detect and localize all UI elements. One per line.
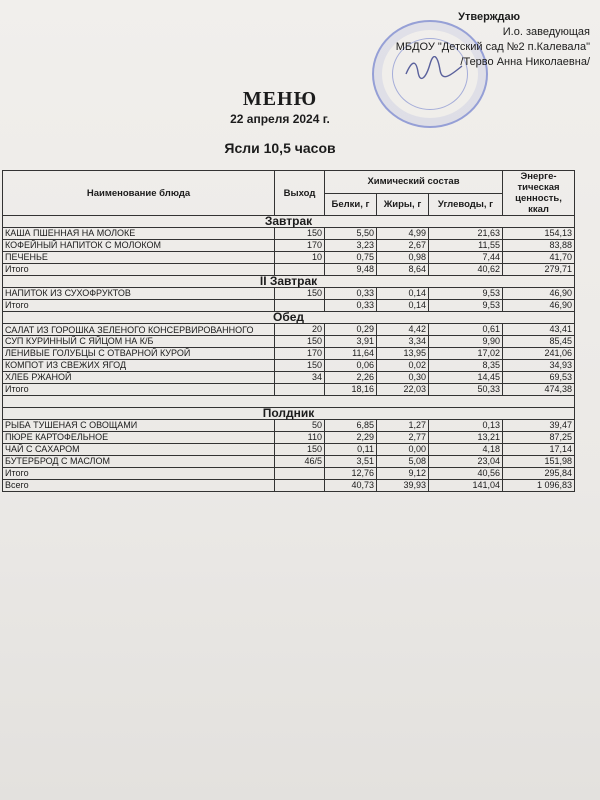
dish-fat: 39,93 xyxy=(377,480,429,492)
dish-name: БУТЕРБРОД С МАСЛОМ xyxy=(3,456,275,468)
dish-fat: 5,08 xyxy=(377,456,429,468)
dish-energy: 46,90 xyxy=(503,300,575,312)
dish-name: Итого xyxy=(3,468,275,480)
dish-protein: 18,16 xyxy=(325,384,377,396)
approval-name: /Терво Анна Николаевна/ xyxy=(460,56,590,68)
page-title: МЕНЮ xyxy=(242,88,318,110)
dish-fat: 0,98 xyxy=(377,252,429,264)
dish-yield: 46/5 xyxy=(275,456,325,468)
dish-energy: 43,41 xyxy=(503,324,575,336)
dish-energy: 17,14 xyxy=(503,444,575,456)
dish-fat: 13,95 xyxy=(377,348,429,360)
dish-protein: 0,33 xyxy=(325,300,377,312)
table-row xyxy=(3,336,575,348)
dish-name: Итого xyxy=(3,384,275,396)
dish-protein: 11,64 xyxy=(325,348,377,360)
dish-fat: 0,14 xyxy=(377,300,429,312)
dish-name: ПЕЧЕНЬЕ xyxy=(3,252,275,264)
menu-table xyxy=(2,170,575,492)
dish-carbs: 0,61 xyxy=(429,324,503,336)
table-row xyxy=(3,444,575,456)
dish-protein: 0,33 xyxy=(325,288,377,300)
dish-energy: 41,70 xyxy=(503,252,575,264)
dish-protein: 0,11 xyxy=(325,444,377,456)
dish-protein: 0,75 xyxy=(325,252,377,264)
dish-energy: 151,98 xyxy=(503,456,575,468)
dish-protein: 12,76 xyxy=(325,468,377,480)
dish-yield xyxy=(275,480,325,492)
dish-carbs: 14,45 xyxy=(429,372,503,384)
dish-carbs: 50,33 xyxy=(429,384,503,396)
col-chem-header: Химический состав xyxy=(325,171,503,194)
dish-energy: 87,25 xyxy=(503,432,575,444)
dish-name: САЛАТ ИЗ ГОРОШКА ЗЕЛЕНОГО КОНСЕРВИРОВАННОГО xyxy=(3,324,275,336)
dish-yield: 150 xyxy=(275,228,325,240)
section-total-row xyxy=(3,384,575,396)
dish-fat: 0,30 xyxy=(377,372,429,384)
table-row xyxy=(3,360,575,372)
group-title: Ясли 10,5 часов xyxy=(224,140,336,156)
dish-fat: 0,02 xyxy=(377,360,429,372)
table-row xyxy=(3,456,575,468)
dish-protein: 0,06 xyxy=(325,360,377,372)
dish-fat: 8,64 xyxy=(377,264,429,276)
dish-yield xyxy=(275,468,325,480)
menu-date: 22 апреля 2024 г. xyxy=(230,112,330,126)
table-row xyxy=(3,420,575,432)
dish-yield: 150 xyxy=(275,444,325,456)
dish-fat: 3,34 xyxy=(377,336,429,348)
dish-fat: 2,77 xyxy=(377,432,429,444)
dish-energy: 1 096,83 xyxy=(503,480,575,492)
table-row xyxy=(3,372,575,384)
dish-name: СУП КУРИННЫЙ С ЯЙЦОМ НА К/Б xyxy=(3,336,275,348)
dish-yield: 150 xyxy=(275,336,325,348)
grand-total-row xyxy=(3,480,575,492)
dish-carbs: 21,63 xyxy=(429,228,503,240)
dish-energy: 474,38 xyxy=(503,384,575,396)
dish-name: КОФЕЙНЫЙ НАПИТОК С МОЛОКОМ xyxy=(3,240,275,252)
dish-fat: 4,42 xyxy=(377,324,429,336)
dish-fat: 9,12 xyxy=(377,468,429,480)
section-title: Полдник xyxy=(3,408,575,420)
dish-energy: 39,47 xyxy=(503,420,575,432)
table-row xyxy=(3,228,575,240)
dish-carbs: 13,21 xyxy=(429,432,503,444)
approval-block xyxy=(396,10,590,70)
dish-protein: 3,23 xyxy=(325,240,377,252)
dish-name: Итого xyxy=(3,264,275,276)
dish-protein: 9,48 xyxy=(325,264,377,276)
dish-protein: 0,29 xyxy=(325,324,377,336)
dish-carbs: 7,44 xyxy=(429,252,503,264)
dish-energy: 83,88 xyxy=(503,240,575,252)
dish-protein: 3,91 xyxy=(325,336,377,348)
dish-energy: 154,13 xyxy=(503,228,575,240)
dish-fat: 0,00 xyxy=(377,444,429,456)
dish-energy: 241,06 xyxy=(503,348,575,360)
dish-protein: 3,51 xyxy=(325,456,377,468)
dish-carbs: 9,90 xyxy=(429,336,503,348)
section-header xyxy=(3,276,575,288)
col-fat-header: Жиры, г xyxy=(377,193,429,216)
dish-yield: 150 xyxy=(275,360,325,372)
dish-fat: 2,67 xyxy=(377,240,429,252)
section-title: II Завтрак xyxy=(3,276,575,288)
section-total-row xyxy=(3,468,575,480)
dish-carbs: 17,02 xyxy=(429,348,503,360)
dish-energy: 46,90 xyxy=(503,288,575,300)
dish-fat: 0,14 xyxy=(377,288,429,300)
section-header xyxy=(3,216,575,228)
col-protein-header: Белки, г xyxy=(325,193,377,216)
dish-fat: 1,27 xyxy=(377,420,429,432)
dish-yield: 150 xyxy=(275,288,325,300)
dish-name: ЧАЙ С САХАРОМ xyxy=(3,444,275,456)
dish-yield: 20 xyxy=(275,324,325,336)
dish-carbs: 0,13 xyxy=(429,420,503,432)
col-carbs-header: Углеводы, г xyxy=(429,193,503,216)
col-dish-header: Наименование блюда xyxy=(3,171,275,216)
menu-body xyxy=(3,216,575,492)
dish-carbs: 4,18 xyxy=(429,444,503,456)
dish-carbs: 141,04 xyxy=(429,480,503,492)
dish-carbs: 11,55 xyxy=(429,240,503,252)
dish-yield: 10 xyxy=(275,252,325,264)
section-title: Обед xyxy=(3,312,575,324)
dish-carbs: 23,04 xyxy=(429,456,503,468)
col-energy-header: Энерге-тическая ценность, ккал xyxy=(503,171,575,216)
col-yield-header: Выход xyxy=(275,171,325,216)
dish-carbs: 9,53 xyxy=(429,300,503,312)
section-header xyxy=(3,408,575,420)
dish-protein: 5,50 xyxy=(325,228,377,240)
dish-energy: 69,53 xyxy=(503,372,575,384)
dish-name: Всего xyxy=(3,480,275,492)
dish-carbs: 9,53 xyxy=(429,288,503,300)
dish-energy: 34,93 xyxy=(503,360,575,372)
dish-yield: 170 xyxy=(275,240,325,252)
dish-fat: 22,03 xyxy=(377,384,429,396)
dish-name: Итого xyxy=(3,300,275,312)
dish-name: КОМПОТ ИЗ СВЕЖИХ ЯГОД xyxy=(3,360,275,372)
table-row xyxy=(3,240,575,252)
dish-energy: 295,84 xyxy=(503,468,575,480)
dish-name: НАПИТОК ИЗ СУХОФРУКТОВ xyxy=(3,288,275,300)
dish-fat: 4,99 xyxy=(377,228,429,240)
dish-yield: 170 xyxy=(275,348,325,360)
section-title: Завтрак xyxy=(3,216,575,228)
dish-protein: 2,26 xyxy=(325,372,377,384)
dish-yield: 50 xyxy=(275,420,325,432)
dish-protein: 6,85 xyxy=(325,420,377,432)
dish-yield: 110 xyxy=(275,432,325,444)
dish-name: РЫБА ТУШЕНАЯ С ОВОЩАМИ xyxy=(3,420,275,432)
approval-organization: МБДОУ "Детский сад №2 п.Калевала" xyxy=(395,41,590,53)
table-row xyxy=(3,288,575,300)
dish-carbs: 40,56 xyxy=(429,468,503,480)
dish-protein: 40,73 xyxy=(325,480,377,492)
dish-name: ХЛЕБ РЖАНОЙ xyxy=(3,372,275,384)
dish-yield xyxy=(275,384,325,396)
table-row xyxy=(3,324,575,336)
dish-energy: 279,71 xyxy=(503,264,575,276)
dish-energy: 85,45 xyxy=(503,336,575,348)
dish-name: ЛЕНИВЫЕ ГОЛУБЦЫ С ОТВАРНОЙ КУРОЙ xyxy=(3,348,275,360)
dish-yield: 34 xyxy=(275,372,325,384)
approval-position: И.о. заведующая xyxy=(502,26,590,38)
table-row xyxy=(3,348,575,360)
section-header xyxy=(3,312,575,324)
dish-name: ПЮРЕ КАРТОФЕЛЬНОЕ xyxy=(3,432,275,444)
dish-carbs: 40,62 xyxy=(429,264,503,276)
dish-carbs: 8,35 xyxy=(429,360,503,372)
dish-protein: 2,29 xyxy=(325,432,377,444)
dish-name: КАША ПШЕННАЯ НА МОЛОКЕ xyxy=(3,228,275,240)
table-row xyxy=(3,252,575,264)
approval-label: Утверждаю xyxy=(458,11,520,23)
table-row xyxy=(3,432,575,444)
